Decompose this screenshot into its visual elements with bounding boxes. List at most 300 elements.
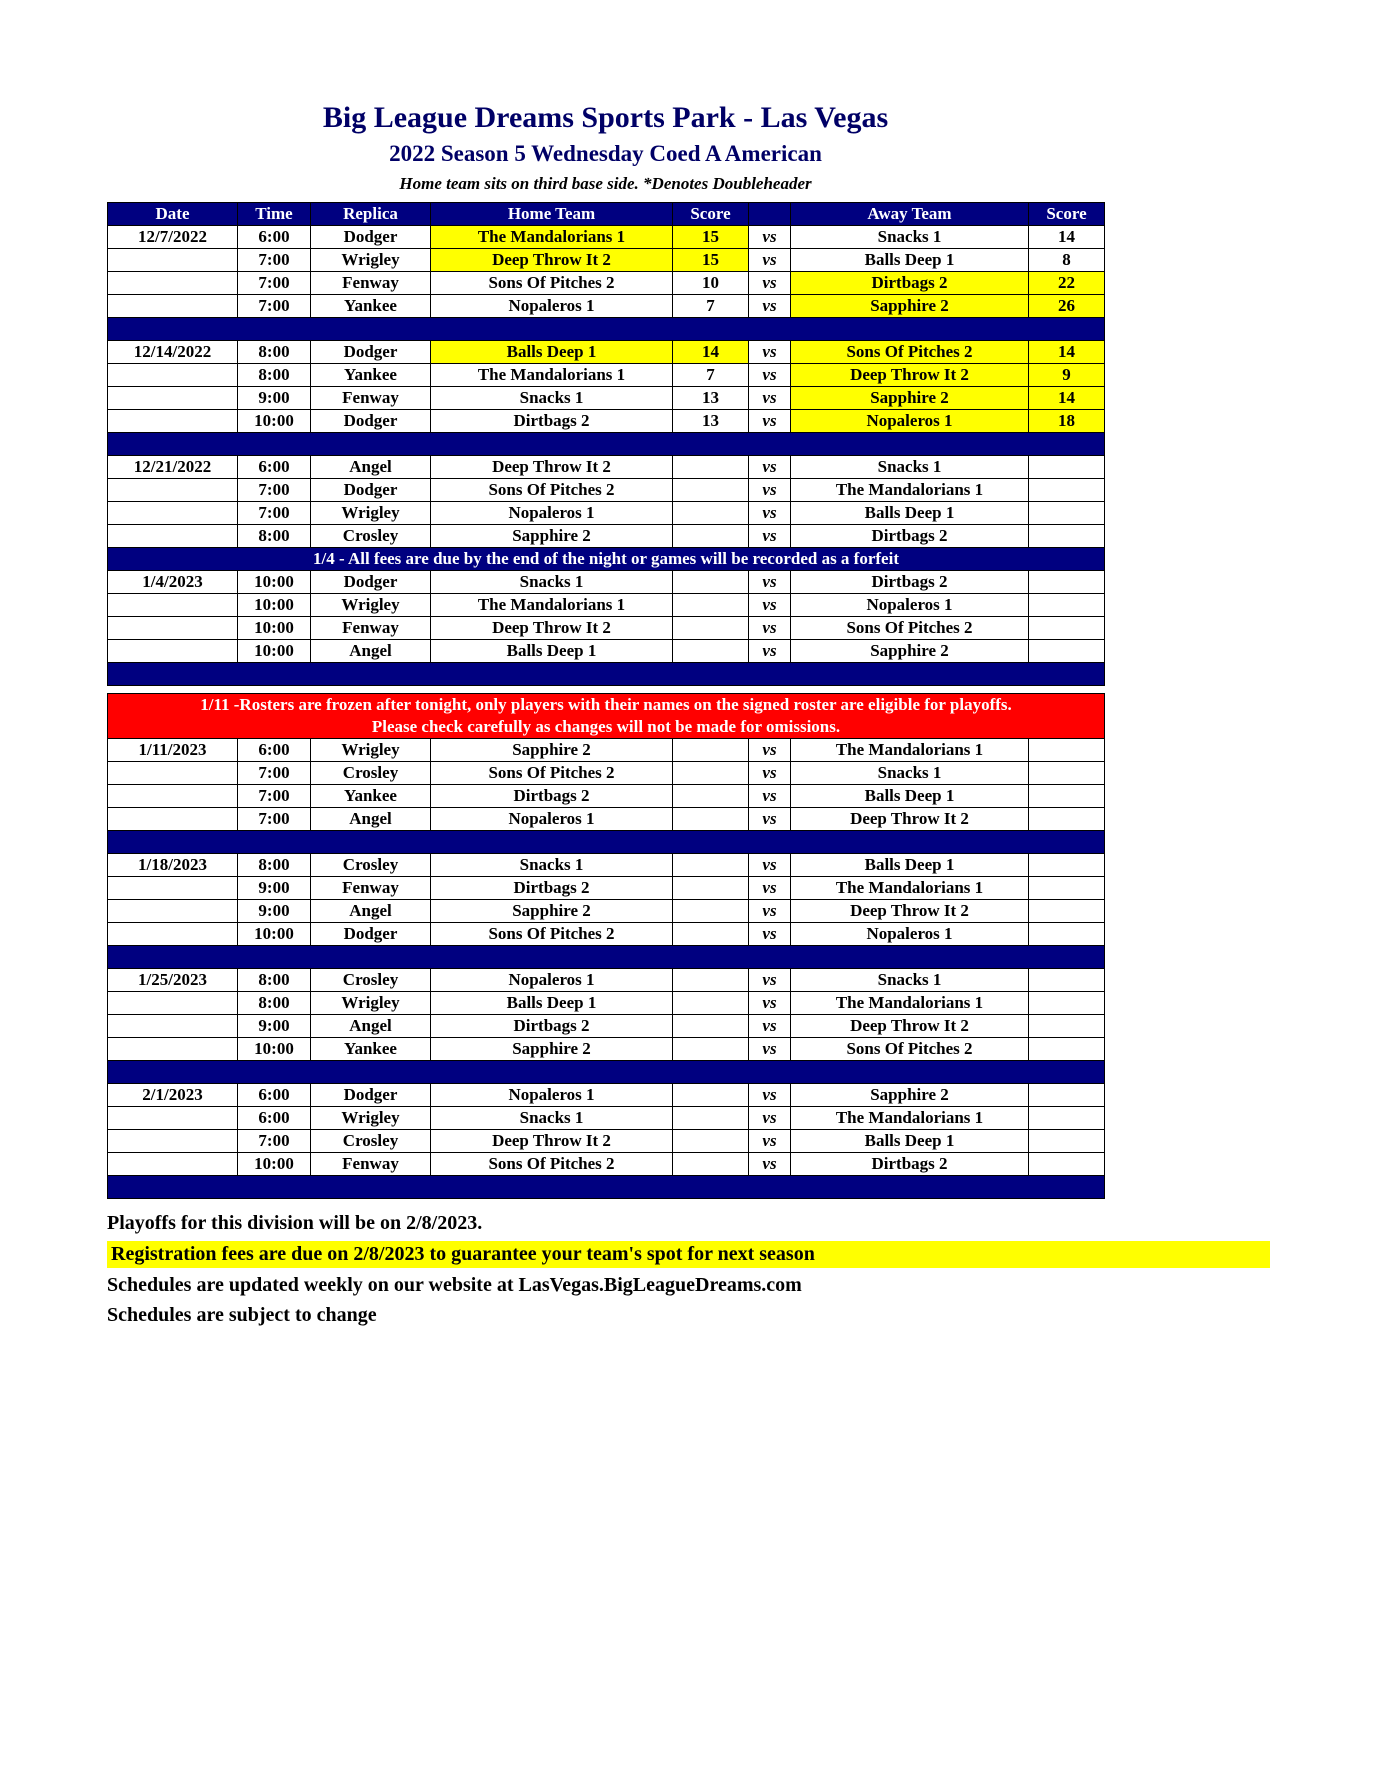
game-row xyxy=(108,762,1105,785)
replica-cell: Wrigley xyxy=(311,739,431,762)
date-cell xyxy=(108,785,238,808)
playoffs-note: Playoffs for this division will be on 2/8/2023. xyxy=(107,1212,483,1234)
away-score-cell xyxy=(1029,969,1105,992)
away-team-cell: Sons Of Pitches 2 xyxy=(791,1038,1029,1061)
rosters-frozen-note xyxy=(108,694,1105,739)
away-score-cell: 18 xyxy=(1029,410,1105,433)
replica-cell: Fenway xyxy=(311,877,431,900)
game-row xyxy=(108,387,1105,410)
vs-label: vs xyxy=(749,739,791,762)
away-score-cell: 14 xyxy=(1029,226,1105,249)
away-team-cell: Balls Deep 1 xyxy=(791,249,1029,272)
away-score-cell xyxy=(1029,785,1105,808)
game-row xyxy=(108,1084,1105,1107)
date-cell: 1/25/2023 xyxy=(108,969,238,992)
season-subtitle: 2022 Season 5 Wednesday Coed A American xyxy=(389,141,822,166)
away-score-cell xyxy=(1029,1130,1105,1153)
home-score-cell xyxy=(673,969,749,992)
sep-row xyxy=(108,663,1105,686)
section-separator xyxy=(108,318,1105,341)
home-team-cell: The Mandalorians 1 xyxy=(431,364,673,387)
away-score-cell xyxy=(1029,877,1105,900)
home-team-cell: Nopaleros 1 xyxy=(431,502,673,525)
game-row xyxy=(108,249,1105,272)
time-cell: 7:00 xyxy=(238,785,311,808)
home-score-cell xyxy=(673,1084,749,1107)
vs-label: vs xyxy=(749,387,791,410)
away-score-cell xyxy=(1029,525,1105,548)
away-team-cell: Dirtbags 2 xyxy=(791,525,1029,548)
game-row xyxy=(108,456,1105,479)
away-team-cell: Deep Throw It 2 xyxy=(791,1015,1029,1038)
vs-label: vs xyxy=(749,594,791,617)
date-cell xyxy=(108,617,238,640)
sep-row xyxy=(108,318,1105,341)
away-team-cell: Sapphire 2 xyxy=(791,1084,1029,1107)
away-team-cell: The Mandalorians 1 xyxy=(791,479,1029,502)
game-row xyxy=(108,1130,1105,1153)
date-cell xyxy=(108,272,238,295)
time-cell: 10:00 xyxy=(238,617,311,640)
away-score-cell xyxy=(1029,571,1105,594)
home-team-cell: Snacks 1 xyxy=(431,1107,673,1130)
home-team-cell: Sons Of Pitches 2 xyxy=(431,923,673,946)
away-score-cell: 9 xyxy=(1029,364,1105,387)
home-score-cell xyxy=(673,992,749,1015)
home-score-cell xyxy=(673,1015,749,1038)
time-cell: 8:00 xyxy=(238,969,311,992)
vs-label: vs xyxy=(749,640,791,663)
away-team-cell: Sapphire 2 xyxy=(791,295,1029,318)
home-team-cell: Snacks 1 xyxy=(431,854,673,877)
home-team-cell: Deep Throw It 2 xyxy=(431,456,673,479)
replica-cell: Dodger xyxy=(311,923,431,946)
vs-label: vs xyxy=(749,525,791,548)
game-row xyxy=(108,525,1105,548)
header-replica-2: Replica xyxy=(311,203,431,226)
vs-label: vs xyxy=(749,785,791,808)
home-team-cell: Dirtbags 2 xyxy=(431,410,673,433)
away-score-cell xyxy=(1029,1107,1105,1130)
section-separator xyxy=(108,1061,1105,1084)
date-cell xyxy=(108,808,238,831)
date-cell xyxy=(108,479,238,502)
home-team-cell: Nopaleros 1 xyxy=(431,969,673,992)
home-score-cell: 14 xyxy=(673,341,749,364)
rosters-frozen-note-line: Please check carefully as changes will not be made for omissions. xyxy=(371,717,841,736)
date-cell xyxy=(108,249,238,272)
away-score-cell xyxy=(1029,640,1105,663)
time-cell: 6:00 xyxy=(238,739,311,762)
vs-label: vs xyxy=(749,617,791,640)
home-score-cell xyxy=(673,739,749,762)
time-cell: 10:00 xyxy=(238,1038,311,1061)
date-cell xyxy=(108,295,238,318)
home-score-cell xyxy=(673,594,749,617)
away-team-cell: Deep Throw It 2 xyxy=(791,808,1029,831)
vs-label: vs xyxy=(749,502,791,525)
replica-cell: Angel xyxy=(311,900,431,923)
header-away-team-6: Away Team xyxy=(791,203,1029,226)
replica-cell: Wrigley xyxy=(311,594,431,617)
home-score-cell xyxy=(673,762,749,785)
date-cell: 12/21/2022 xyxy=(108,456,238,479)
date-cell xyxy=(108,900,238,923)
game-row xyxy=(108,1038,1105,1061)
home-score-cell xyxy=(673,502,749,525)
away-score-cell xyxy=(1029,1084,1105,1107)
header-time-1: Time xyxy=(238,203,311,226)
game-row xyxy=(108,295,1105,318)
header-block xyxy=(107,100,1104,196)
game-row xyxy=(108,617,1105,640)
away-team-cell: Nopaleros 1 xyxy=(791,923,1029,946)
date-cell: 12/14/2022 xyxy=(108,341,238,364)
away-score-cell xyxy=(1029,594,1105,617)
subject-to-change-note: Schedules are subject to change xyxy=(107,1304,377,1326)
time-cell: 7:00 xyxy=(238,295,311,318)
vs-label: vs xyxy=(749,410,791,433)
home-team-cell: Sons Of Pitches 2 xyxy=(431,1153,673,1176)
schedule-header-row xyxy=(108,203,1105,226)
game-row xyxy=(108,502,1105,525)
section-separator xyxy=(108,946,1105,969)
replica-cell: Wrigley xyxy=(311,249,431,272)
time-cell: 8:00 xyxy=(238,992,311,1015)
vs-label: vs xyxy=(749,808,791,831)
game-row xyxy=(108,877,1105,900)
replica-cell: Angel xyxy=(311,808,431,831)
home-score-cell xyxy=(673,640,749,663)
replica-cell: Crosley xyxy=(311,854,431,877)
footer-block xyxy=(107,1211,1377,1328)
vs-label: vs xyxy=(749,1130,791,1153)
replica-cell: Fenway xyxy=(311,387,431,410)
replica-cell: Crosley xyxy=(311,1130,431,1153)
home-score-cell xyxy=(673,571,749,594)
home-team-cell: Sons Of Pitches 2 xyxy=(431,762,673,785)
game-row xyxy=(108,479,1105,502)
away-score-cell xyxy=(1029,617,1105,640)
date-cell: 2/1/2023 xyxy=(108,1084,238,1107)
home-score-cell xyxy=(673,1038,749,1061)
replica-cell: Fenway xyxy=(311,1153,431,1176)
time-cell: 7:00 xyxy=(238,762,311,785)
registration-note: Registration fees are due on 2/8/2023 to guarantee your team's spot for next season xyxy=(107,1241,1270,1268)
time-cell: 6:00 xyxy=(238,456,311,479)
home-team-cell: Nopaleros 1 xyxy=(431,808,673,831)
vs-label: vs xyxy=(749,479,791,502)
game-row xyxy=(108,739,1105,762)
game-row xyxy=(108,992,1105,1015)
away-team-cell: Balls Deep 1 xyxy=(791,502,1029,525)
date-cell xyxy=(108,640,238,663)
game-row xyxy=(108,1015,1105,1038)
note-red-row xyxy=(108,694,1105,739)
time-cell: 9:00 xyxy=(238,900,311,923)
vs-label: vs xyxy=(749,226,791,249)
away-team-cell: Deep Throw It 2 xyxy=(791,900,1029,923)
home-team-cell: Nopaleros 1 xyxy=(431,1084,673,1107)
game-row xyxy=(108,410,1105,433)
sep-row xyxy=(108,1061,1105,1084)
header-score-4: Score xyxy=(673,203,749,226)
home-team-cell: Snacks 1 xyxy=(431,387,673,410)
game-row xyxy=(108,594,1105,617)
home-score-cell: 13 xyxy=(673,387,749,410)
vs-label: vs xyxy=(749,364,791,387)
date-cell xyxy=(108,877,238,900)
away-team-cell: Nopaleros 1 xyxy=(791,594,1029,617)
date-cell xyxy=(108,525,238,548)
time-cell: 7:00 xyxy=(238,502,311,525)
home-score-cell: 15 xyxy=(673,249,749,272)
time-cell: 6:00 xyxy=(238,226,311,249)
away-team-cell: Nopaleros 1 xyxy=(791,410,1029,433)
away-team-cell: Dirtbags 2 xyxy=(791,272,1029,295)
home-team-cell: Dirtbags 2 xyxy=(431,877,673,900)
sep-row xyxy=(108,831,1105,854)
vs-label: vs xyxy=(749,249,791,272)
away-score-cell xyxy=(1029,739,1105,762)
schedule-header xyxy=(108,203,1105,226)
sep-row xyxy=(108,433,1105,456)
home-score-cell xyxy=(673,1107,749,1130)
schedule-table xyxy=(107,202,1105,1199)
section-separator xyxy=(108,433,1105,456)
spacer-row xyxy=(108,686,1105,694)
date-cell: 1/4/2023 xyxy=(108,571,238,594)
header-score-7: Score xyxy=(1029,203,1105,226)
time-cell: 9:00 xyxy=(238,1015,311,1038)
vs-label: vs xyxy=(749,1153,791,1176)
time-cell: 10:00 xyxy=(238,571,311,594)
home-score-cell xyxy=(673,1130,749,1153)
away-score-cell xyxy=(1029,808,1105,831)
time-cell: 7:00 xyxy=(238,808,311,831)
replica-cell: Crosley xyxy=(311,762,431,785)
date-cell xyxy=(108,1130,238,1153)
vs-label: vs xyxy=(749,992,791,1015)
home-team-cell: Deep Throw It 2 xyxy=(431,617,673,640)
away-team-cell: Snacks 1 xyxy=(791,226,1029,249)
home-team-cell: Deep Throw It 2 xyxy=(431,249,673,272)
section-separator xyxy=(108,831,1105,854)
game-row xyxy=(108,854,1105,877)
away-team-cell: Snacks 1 xyxy=(791,762,1029,785)
away-team-cell: Dirtbags 2 xyxy=(791,1153,1029,1176)
replica-cell: Angel xyxy=(311,640,431,663)
home-team-cell: Snacks 1 xyxy=(431,571,673,594)
game-row xyxy=(108,341,1105,364)
home-score-cell xyxy=(673,923,749,946)
time-cell: 10:00 xyxy=(238,923,311,946)
away-score-cell xyxy=(1029,992,1105,1015)
home-team-cell: The Mandalorians 1 xyxy=(431,594,673,617)
away-team-cell: Sapphire 2 xyxy=(791,387,1029,410)
time-cell: 8:00 xyxy=(238,364,311,387)
date-cell xyxy=(108,1107,238,1130)
away-score-cell xyxy=(1029,1153,1105,1176)
replica-cell: Wrigley xyxy=(311,992,431,1015)
home-score-cell xyxy=(673,1153,749,1176)
home-score-cell xyxy=(673,617,749,640)
vs-label: vs xyxy=(749,762,791,785)
replica-cell: Yankee xyxy=(311,785,431,808)
away-team-cell: Dirtbags 2 xyxy=(791,571,1029,594)
section-separator xyxy=(108,663,1105,686)
date-cell xyxy=(108,387,238,410)
sep-row xyxy=(108,1176,1105,1199)
away-score-cell xyxy=(1029,502,1105,525)
date-cell xyxy=(108,992,238,1015)
home-team-cell: Dirtbags 2 xyxy=(431,1015,673,1038)
replica-cell: Dodger xyxy=(311,1084,431,1107)
away-team-cell: Snacks 1 xyxy=(791,456,1029,479)
away-score-cell xyxy=(1029,479,1105,502)
home-team-cell: Deep Throw It 2 xyxy=(431,1130,673,1153)
time-cell: 10:00 xyxy=(238,594,311,617)
vs-label: vs xyxy=(749,456,791,479)
home-score-cell xyxy=(673,854,749,877)
home-score-cell: 13 xyxy=(673,410,749,433)
away-score-cell xyxy=(1029,1038,1105,1061)
away-team-cell: Sons Of Pitches 2 xyxy=(791,341,1029,364)
replica-cell: Yankee xyxy=(311,295,431,318)
white-spacer xyxy=(108,686,1105,694)
game-row xyxy=(108,571,1105,594)
vs-label: vs xyxy=(749,272,791,295)
vs-label: vs xyxy=(749,923,791,946)
home-team-cell: Dirtbags 2 xyxy=(431,785,673,808)
game-row xyxy=(108,923,1105,946)
game-row xyxy=(108,1107,1105,1130)
home-team-cell: Nopaleros 1 xyxy=(431,295,673,318)
date-cell: 12/7/2022 xyxy=(108,226,238,249)
rosters-frozen-note-line: 1/11 -Rosters are frozen after tonight, only players with their names on the signed roster are eligible for playoffs. xyxy=(200,695,1012,714)
time-cell: 7:00 xyxy=(238,479,311,502)
vs-label: vs xyxy=(749,877,791,900)
date-cell: 1/11/2023 xyxy=(108,739,238,762)
note-navy-row xyxy=(108,548,1105,571)
date-cell xyxy=(108,762,238,785)
time-cell: 7:00 xyxy=(238,249,311,272)
header-vs xyxy=(749,203,791,226)
replica-cell: Yankee xyxy=(311,1038,431,1061)
away-score-cell xyxy=(1029,762,1105,785)
vs-label: vs xyxy=(749,571,791,594)
date-cell xyxy=(108,410,238,433)
section-separator xyxy=(108,1176,1105,1199)
away-team-cell: Sapphire 2 xyxy=(791,640,1029,663)
away-team-cell: Snacks 1 xyxy=(791,969,1029,992)
away-score-cell xyxy=(1029,854,1105,877)
home-team-cell: Sons Of Pitches 2 xyxy=(431,272,673,295)
away-score-cell: 14 xyxy=(1029,387,1105,410)
away-score-cell: 22 xyxy=(1029,272,1105,295)
date-cell xyxy=(108,1153,238,1176)
away-score-cell: 8 xyxy=(1029,249,1105,272)
sep-row xyxy=(108,946,1105,969)
home-score-cell xyxy=(673,785,749,808)
vs-label: vs xyxy=(749,295,791,318)
away-team-cell: Balls Deep 1 xyxy=(791,854,1029,877)
time-cell: 8:00 xyxy=(238,854,311,877)
away-team-cell: The Mandalorians 1 xyxy=(791,992,1029,1015)
game-row xyxy=(108,364,1105,387)
header-home-team-3: Home Team xyxy=(431,203,673,226)
time-cell: 9:00 xyxy=(238,387,311,410)
time-cell: 8:00 xyxy=(238,525,311,548)
vs-label: vs xyxy=(749,1084,791,1107)
home-score-cell: 7 xyxy=(673,364,749,387)
time-cell: 7:00 xyxy=(238,272,311,295)
replica-cell: Crosley xyxy=(311,525,431,548)
home-team-cell: Sapphire 2 xyxy=(431,900,673,923)
away-team-cell: Sons Of Pitches 2 xyxy=(791,617,1029,640)
fees-due-note: 1/4 - All fees are due by the end of the night or games will be recorded as a forfeit xyxy=(108,548,1105,571)
game-row xyxy=(108,808,1105,831)
date-cell xyxy=(108,1038,238,1061)
replica-cell: Wrigley xyxy=(311,1107,431,1130)
home-team-cell: Balls Deep 1 xyxy=(431,992,673,1015)
home-score-cell xyxy=(673,877,749,900)
date-cell xyxy=(108,594,238,617)
home-score-cell: 10 xyxy=(673,272,749,295)
date-cell xyxy=(108,923,238,946)
game-row xyxy=(108,226,1105,249)
date-cell: 1/18/2023 xyxy=(108,854,238,877)
replica-cell: Yankee xyxy=(311,364,431,387)
home-team-cell: Balls Deep 1 xyxy=(431,640,673,663)
replica-cell: Wrigley xyxy=(311,502,431,525)
replica-cell: Dodger xyxy=(311,341,431,364)
away-team-cell: Balls Deep 1 xyxy=(791,1130,1029,1153)
home-team-cell: The Mandalorians 1 xyxy=(431,226,673,249)
away-team-cell: The Mandalorians 1 xyxy=(791,739,1029,762)
away-score-cell xyxy=(1029,900,1105,923)
home-team-cell: Sapphire 2 xyxy=(431,1038,673,1061)
date-cell xyxy=(108,502,238,525)
away-score-cell: 14 xyxy=(1029,341,1105,364)
replica-cell: Dodger xyxy=(311,226,431,249)
home-score-cell xyxy=(673,808,749,831)
away-team-cell: Balls Deep 1 xyxy=(791,785,1029,808)
time-cell: 10:00 xyxy=(238,1153,311,1176)
home-team-note: Home team sits on third base side. *Denotes Doubleheader xyxy=(399,174,812,193)
away-score-cell: 26 xyxy=(1029,295,1105,318)
time-cell: 6:00 xyxy=(238,1107,311,1130)
away-score-cell xyxy=(1029,456,1105,479)
vs-label: vs xyxy=(749,1107,791,1130)
home-score-cell xyxy=(673,525,749,548)
date-cell xyxy=(108,364,238,387)
away-team-cell: Deep Throw It 2 xyxy=(791,364,1029,387)
home-score-cell xyxy=(673,479,749,502)
home-score-cell: 15 xyxy=(673,226,749,249)
replica-cell: Angel xyxy=(311,456,431,479)
vs-label: vs xyxy=(749,854,791,877)
away-team-cell: The Mandalorians 1 xyxy=(791,877,1029,900)
replica-cell: Fenway xyxy=(311,617,431,640)
replica-cell: Dodger xyxy=(311,479,431,502)
schedule-body xyxy=(108,226,1105,1199)
home-team-cell: Sapphire 2 xyxy=(431,525,673,548)
away-score-cell xyxy=(1029,1015,1105,1038)
page-title: Big League Dreams Sports Park - Las Vegas xyxy=(322,101,889,134)
time-cell: 8:00 xyxy=(238,341,311,364)
game-row xyxy=(108,640,1105,663)
